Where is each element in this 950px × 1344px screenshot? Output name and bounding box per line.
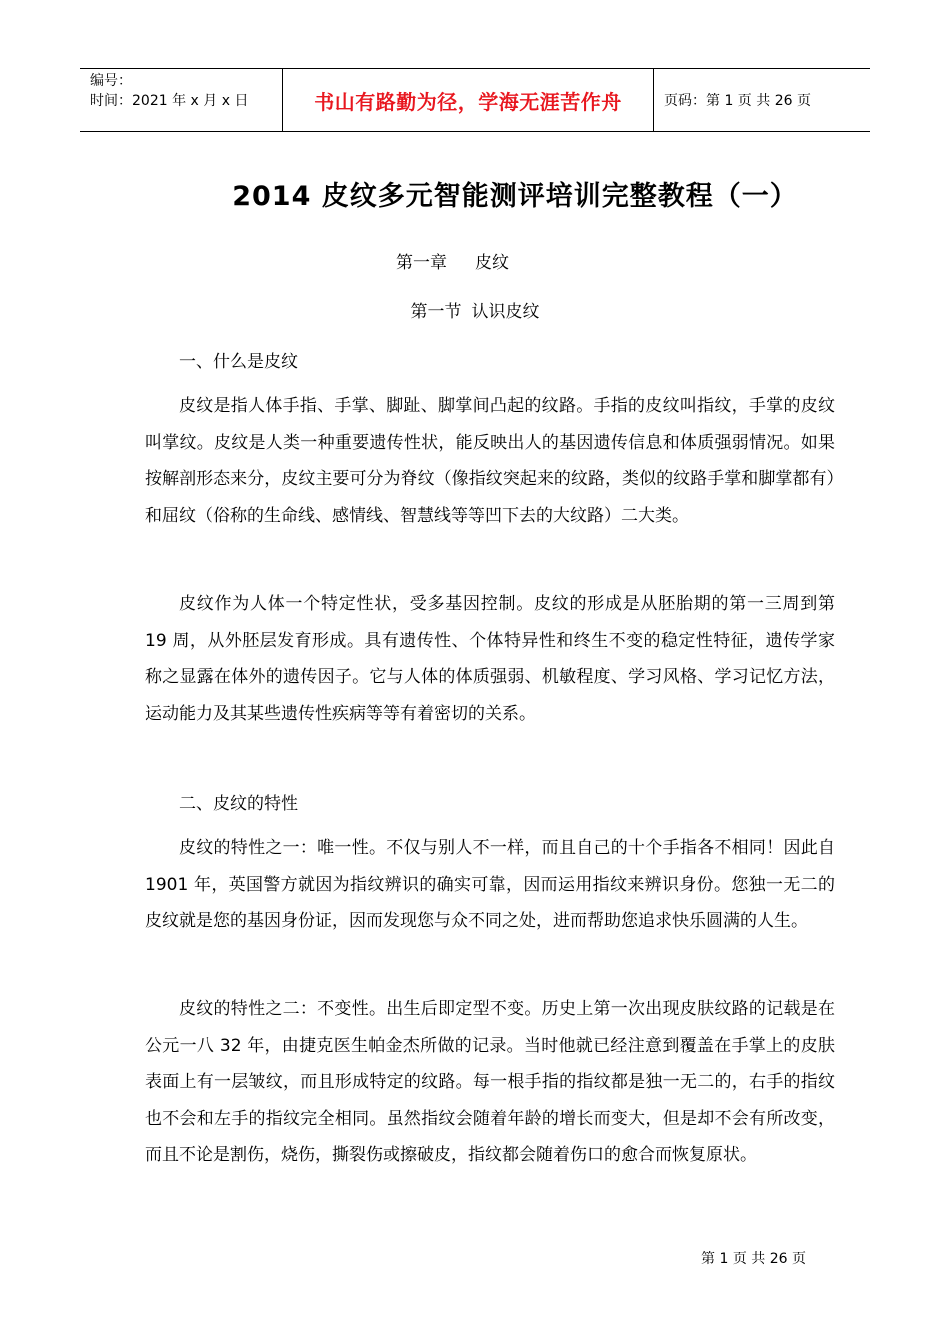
subheading-what-is-dermatoglyphics: 一、什么是皮纹 xyxy=(179,352,298,372)
paragraph-definition: 皮纹是指人体手指、手掌、脚趾、脚掌间凸起的纹路。手指的皮纹叫指纹，手掌的皮纹叫掌纹。皮纹是人类一种重要遗传性状，能反映出人的基因遗传信息和体质强弱情况。如果按解剖形态来分，皮纹主要可分为脊纹（像指纹突起来的纹路，类似的纹路手掌和脚掌都有）和屈纹（俗称的生命线、感情线、智慧线等等凹下去的大纹路）二大类。 xyxy=(145,396,835,526)
header-table xyxy=(80,68,870,132)
document-number-label: 编号： xyxy=(90,73,132,89)
header-motto: 书山有路勤为径，学海无涯苦作舟 xyxy=(282,69,654,131)
chapter-heading xyxy=(0,248,905,273)
chapter-name: 皮纹 xyxy=(475,253,509,273)
section-number: 第一节 xyxy=(410,302,462,322)
document-time-label: 时间：2021 年 x 月 x 日 xyxy=(90,93,249,109)
paragraph-invariance: 皮纹的特性之二：不变性。出生后即定型不变。历史上第一次出现皮肤纹路的记载是在公元一八 32 年，由捷克医生帕金杰所做的记录。当时他就已经注意到覆盖在手掌上的皮肤表面上有一层皱纹，而且形成特定的纹路。每一根手指的指纹都是独一无二的，右手的指纹也不会和左手的指纹完全相同。虽然指纹会随着年龄的增长而变大，但是却不会有所改变，而且不论是割伤，烧伤，撕裂伤或擦破皮，指纹都会随着伤口的愈合而恢复原状。 xyxy=(145,999,835,1165)
paragraph-uniqueness: 皮纹的特性之一：唯一性。不仅与别人不一样，而且自己的十个手指各不相同！因此自 1901 年，英国警方就因为指纹辨识的确实可靠，因而运用指纹来辨识身份。您独一无二的皮纹就是您的基因身份证，因而发现您与众不同之处，进而帮助您追求快乐圆满的人生。 xyxy=(145,838,835,931)
paragraph-formation: 皮纹作为人体一个特定性状，受多基因控制。皮纹的形成是从胚胎期的第一三周到第 19 周，从外胚层发育形成。具有遗传性、个体特异性和终生不变的稳定性特征，遗传学家称之显露在体外的遗传因子。它与人体的体质强弱、机敏程度、学习风格、学习记忆方法，运动能力及其某些遗传性疾病等等有着密切的关系。 xyxy=(145,594,835,724)
chapter-number: 第一章 xyxy=(396,253,447,273)
section-heading xyxy=(0,297,950,322)
footer-page-number: 第 1 页 共 26 页 xyxy=(701,1251,806,1267)
document-title: 2014 皮纹多元智能测评培训完整教程（一） xyxy=(232,181,798,212)
header-info-cell xyxy=(80,69,282,131)
section-name: 认识皮纹 xyxy=(471,302,540,322)
subheading-characteristics: 二、皮纹的特性 xyxy=(179,794,298,814)
header-page-label: 页码：第 1 页 共 26 页 xyxy=(664,93,811,109)
